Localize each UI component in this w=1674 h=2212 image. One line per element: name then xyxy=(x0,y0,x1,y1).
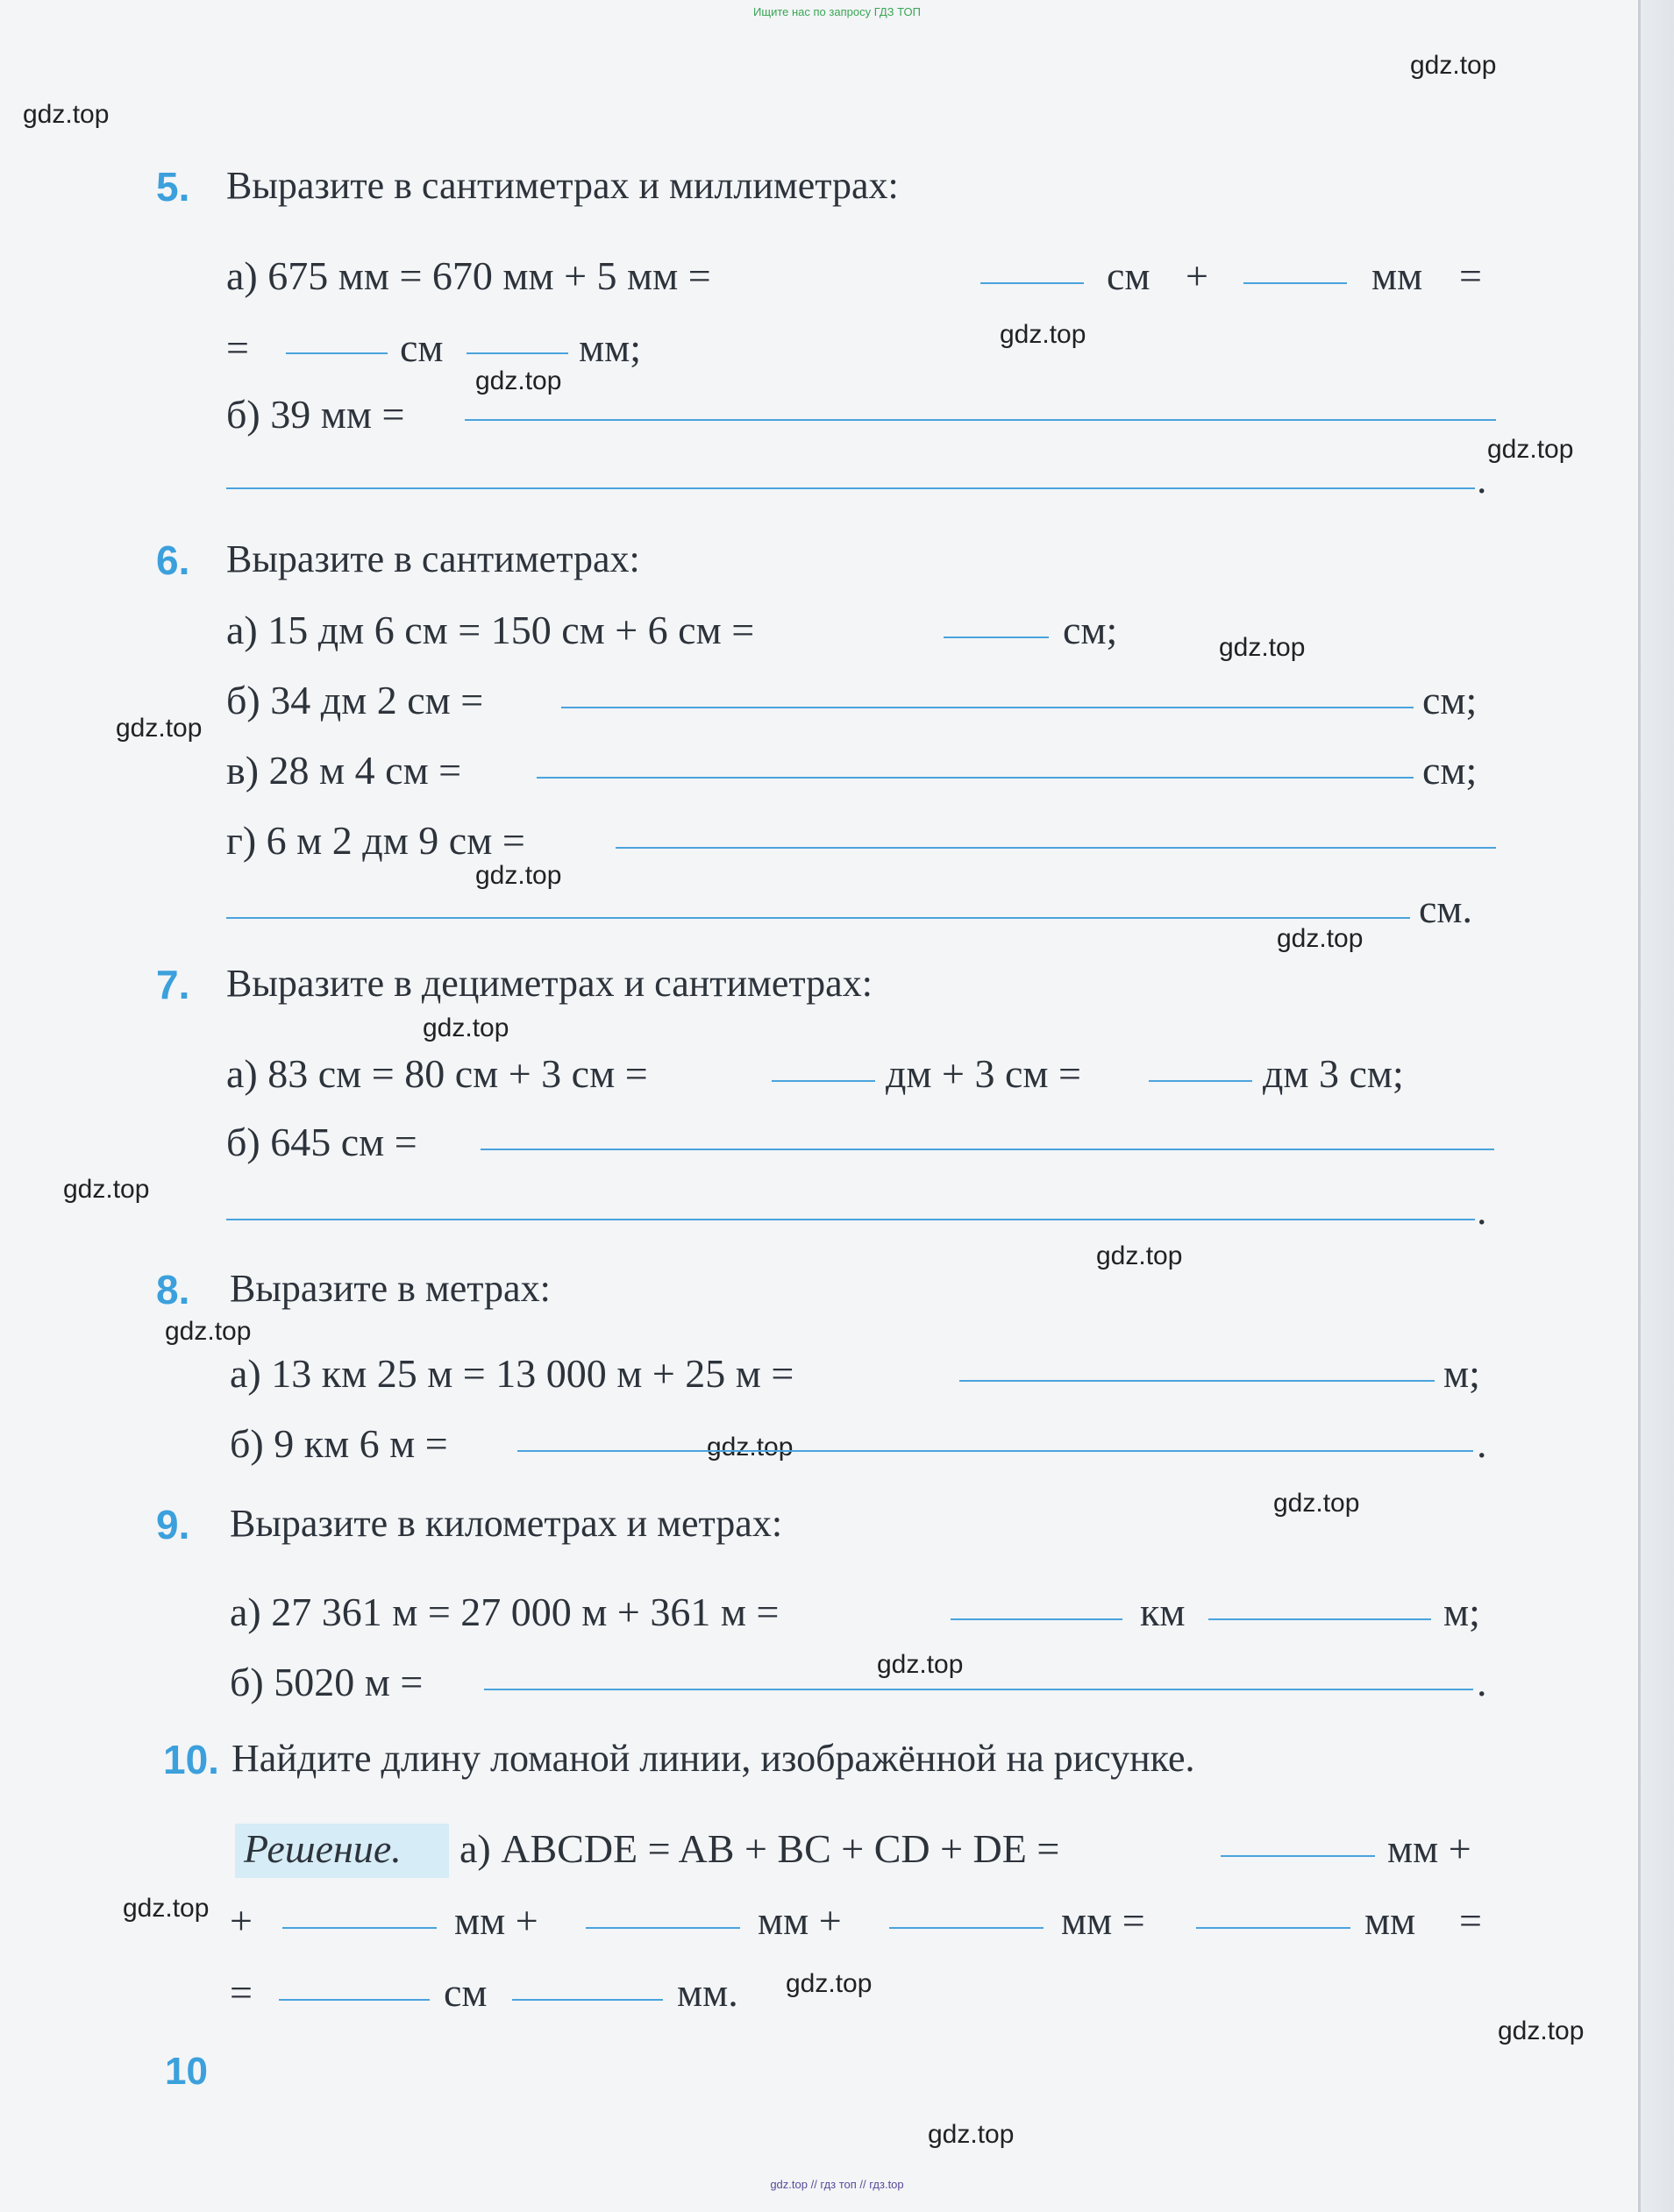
unit-label: м; xyxy=(1443,1590,1480,1634)
unit-label: мм xyxy=(1364,1898,1416,1943)
operator: = xyxy=(226,325,249,370)
unit-label: км xyxy=(1140,1590,1186,1634)
operator: + xyxy=(1186,253,1208,298)
operator: = xyxy=(230,1970,253,2015)
answer-blank[interactable] xyxy=(286,352,388,354)
watermark: gdz.top xyxy=(23,100,110,129)
watermark: gdz.top xyxy=(165,1317,252,1346)
bottom-banner[interactable]: gdz.top // гдз топ // гдз.top xyxy=(770,2178,904,2191)
watermark: gdz.top xyxy=(63,1175,150,1204)
watermark: gdz.top xyxy=(116,714,203,743)
task-number: 7. xyxy=(156,962,190,1007)
task-line: в) 28 м 4 см = xyxy=(226,748,462,793)
page-number: 10 xyxy=(165,2050,208,2093)
watermark: gdz.top xyxy=(1273,1489,1360,1518)
task-title: Выразите в метрах: xyxy=(230,1267,551,1310)
unit-label: см; xyxy=(1063,608,1118,652)
answer-blank[interactable] xyxy=(1208,1618,1431,1620)
period: . xyxy=(1477,1188,1487,1233)
unit-label: мм = xyxy=(1061,1898,1145,1943)
answer-blank[interactable] xyxy=(1221,1855,1375,1857)
task-number: 8. xyxy=(156,1267,190,1312)
task-title: Выразите в сантиметрах и миллиметрах: xyxy=(226,164,899,207)
answer-blank[interactable] xyxy=(481,1149,1494,1150)
task-number: 6. xyxy=(156,537,190,583)
task-line: г) 6 м 2 дм 9 см = xyxy=(226,818,525,863)
task-line: а) 675 мм = 670 мм + 5 мм = xyxy=(226,253,711,298)
watermark: gdz.top xyxy=(123,1894,210,1923)
task-line: б) 645 см = xyxy=(226,1120,417,1164)
operator: = xyxy=(1459,253,1482,298)
unit-label: см xyxy=(444,1970,488,2015)
answer-blank[interactable] xyxy=(517,1450,1473,1452)
watermark: gdz.top xyxy=(1000,320,1086,349)
answer-blank[interactable] xyxy=(944,637,1049,638)
period: . xyxy=(1477,1660,1487,1704)
task-title: Выразите в сантиметрах: xyxy=(226,537,640,580)
watermark: gdz.top xyxy=(1410,51,1497,80)
answer-blank[interactable] xyxy=(959,1380,1435,1382)
task-title: Выразите в дециметрах и сантиметрах: xyxy=(226,962,873,1005)
answer-blank[interactable] xyxy=(616,847,1496,849)
unit-label: мм + xyxy=(1387,1826,1471,1871)
answer-blank[interactable] xyxy=(226,917,1410,919)
task-line: а) ABCDE = AB + BC + CD + DE = xyxy=(459,1826,1060,1871)
answer-blank[interactable] xyxy=(279,1999,430,2001)
answer-blank[interactable] xyxy=(772,1080,875,1082)
task-line: б) 39 мм = xyxy=(226,392,405,437)
unit-label: мм; xyxy=(579,325,641,370)
watermark: gdz.top xyxy=(707,1433,794,1462)
answer-blank[interactable] xyxy=(1196,1927,1350,1929)
watermark: gdz.top xyxy=(1498,2016,1585,2045)
task-line: б) 9 км 6 м = xyxy=(230,1421,448,1466)
answer-blank[interactable] xyxy=(467,352,568,354)
answer-blank[interactable] xyxy=(282,1927,437,1929)
operator: = xyxy=(1459,1898,1482,1943)
watermark: gdz.top xyxy=(786,1969,873,1998)
answer-blank[interactable] xyxy=(561,707,1414,708)
answer-blank[interactable] xyxy=(512,1999,663,2001)
watermark: gdz.top xyxy=(1219,633,1306,662)
task-number: 9. xyxy=(156,1502,190,1547)
unit-label: мм + xyxy=(454,1898,538,1943)
watermark: gdz.top xyxy=(423,1014,509,1042)
task-number: 5. xyxy=(156,164,190,210)
watermark: gdz.top xyxy=(475,366,562,395)
unit-label: см; xyxy=(1422,748,1478,793)
solution-label: Решение. xyxy=(244,1826,402,1871)
task-line: а) 27 361 м = 27 000 м + 361 м = xyxy=(230,1590,780,1634)
answer-blank[interactable] xyxy=(951,1618,1122,1620)
unit-label: дм 3 см; xyxy=(1263,1051,1404,1096)
unit-label: м; xyxy=(1443,1351,1480,1396)
task-line: а) 83 см = 80 см + 3 см = xyxy=(226,1051,648,1096)
watermark: gdz.top xyxy=(877,1650,964,1679)
unit-label: см. xyxy=(1419,886,1473,931)
answer-blank[interactable] xyxy=(226,1219,1475,1220)
task-line: б) 5020 м = xyxy=(230,1660,424,1704)
unit-label: мм. xyxy=(677,1970,738,2015)
answer-blank[interactable] xyxy=(1243,282,1347,284)
top-banner[interactable]: Ищите нас по запросу ГДЗ ТОП xyxy=(753,5,921,18)
answer-blank[interactable] xyxy=(226,487,1475,489)
answer-blank[interactable] xyxy=(465,419,1496,421)
answer-blank[interactable] xyxy=(980,282,1084,284)
answer-blank[interactable] xyxy=(586,1927,740,1929)
watermark: gdz.top xyxy=(475,861,562,890)
task-number: 10. xyxy=(163,1737,219,1782)
task-title: Выразите в километрах и метрах: xyxy=(230,1502,783,1545)
answer-blank[interactable] xyxy=(889,1927,1044,1929)
answer-blank[interactable] xyxy=(537,777,1414,779)
operator: + xyxy=(230,1898,253,1943)
page-edge xyxy=(1638,0,1674,2212)
watermark: gdz.top xyxy=(1487,435,1574,464)
task-line: а) 15 дм 6 см = 150 см + 6 см = xyxy=(226,608,755,652)
unit-label: см xyxy=(1107,253,1150,298)
answer-blank[interactable] xyxy=(1149,1080,1252,1082)
unit-label: см; xyxy=(1422,678,1478,722)
watermark: gdz.top xyxy=(928,2120,1015,2149)
task-line: а) 13 км 25 м = 13 000 м + 25 м = xyxy=(230,1351,794,1396)
unit-label: мм + xyxy=(758,1898,842,1943)
unit-label: дм + 3 см = xyxy=(886,1051,1081,1096)
period: . xyxy=(1477,457,1487,501)
task-line: б) 34 дм 2 см = xyxy=(226,678,484,722)
watermark: gdz.top xyxy=(1277,924,1364,953)
unit-label: мм xyxy=(1371,253,1423,298)
task-title: Найдите длину ломаной линии, изображённой на рисунке. xyxy=(232,1737,1195,1780)
unit-label: см xyxy=(400,325,444,370)
answer-blank[interactable] xyxy=(484,1689,1473,1690)
period: . xyxy=(1477,1421,1487,1466)
watermark: gdz.top xyxy=(1096,1241,1183,1270)
